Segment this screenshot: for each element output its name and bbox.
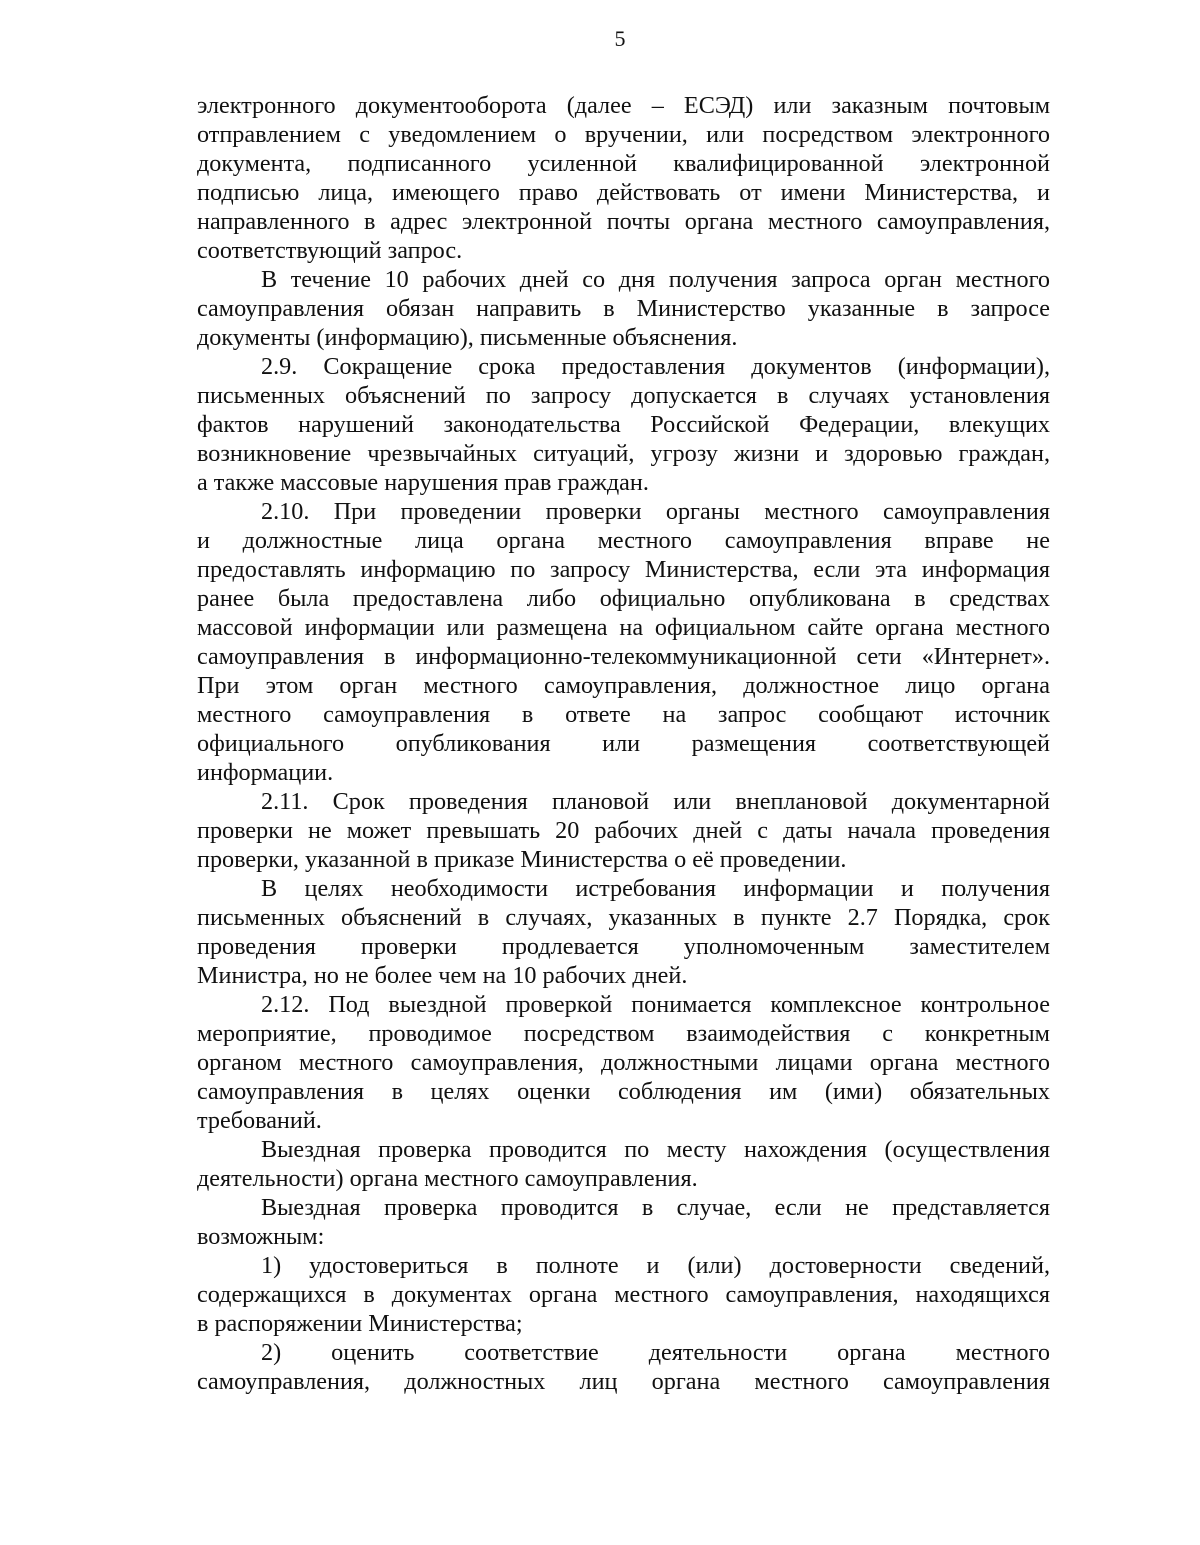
- text-line: самоуправления в информационно-телекоммуникационной сети «Интернет».: [197, 643, 1050, 670]
- paragraph: [197, 352, 1050, 497]
- text-line: документы (информацию), письменные объяснения.: [197, 324, 738, 351]
- text-line: 2.9. Сокращение срока предоставления документов (информации),: [261, 353, 1050, 380]
- paragraph: [197, 1251, 1050, 1338]
- text-line: деятельности) органа местного самоуправления.: [197, 1165, 698, 1192]
- paragraph: [197, 1193, 1050, 1251]
- text-line: ранее была предоставлена либо официально опубликована в средствах: [197, 585, 1050, 612]
- text-line: возникновение чрезвычайных ситуаций, угрозу жизни и здоровью граждан,: [197, 440, 1050, 467]
- text-line: При этом орган местного самоуправления, должностное лицо органа: [197, 672, 1050, 699]
- text-line: В течение 10 рабочих дней со дня получения запроса орган местного: [261, 266, 1050, 293]
- text-line: В целях необходимости истребования информации и получения: [261, 875, 1050, 902]
- text-line: информации.: [197, 759, 334, 786]
- text-line: проведения проверки продлевается уполномоченным заместителем: [197, 933, 1050, 960]
- text-line: письменных объяснений в случаях, указанных в пункте 2.7 Порядка, срок: [197, 904, 1050, 931]
- text-line: официального опубликования или размещения соответствующей: [197, 730, 1050, 757]
- paragraph: [197, 1135, 1050, 1193]
- text-line: проверки не может превышать 20 рабочих дней с даты начала проведения: [197, 817, 1050, 844]
- text-line: самоуправления, должностных лиц органа местного самоуправления: [197, 1368, 1050, 1395]
- paragraph: [197, 91, 1050, 265]
- text-line: 1) удостовериться в полноте и (или) достоверности сведений,: [261, 1252, 1050, 1279]
- text-line: 2.12. Под выездной проверкой понимается комплексное контрольное: [261, 991, 1050, 1018]
- text-line: отправлением с уведомлением о вручении, или посредством электронного: [197, 121, 1050, 148]
- text-line: Выездная проверка проводится по месту нахождения (осуществления: [261, 1136, 1050, 1163]
- text-line: а также массовые нарушения прав граждан.: [197, 469, 649, 496]
- text-line: требований.: [197, 1107, 322, 1134]
- text-line: массовой информации или размещена на официальном сайте органа местного: [197, 614, 1050, 641]
- text-line: мероприятие, проводимое посредством взаимодействия с конкретным: [197, 1020, 1050, 1047]
- paragraph: [197, 874, 1050, 990]
- paragraph: [197, 265, 1050, 352]
- text-line: проверки, указанной в приказе Министерства о её проведении.: [197, 846, 847, 873]
- text-line: подписью лица, имеющего право действовать от имени Министерства, и: [197, 179, 1050, 206]
- text-line: 2.10. При проведении проверки органы местного самоуправления: [261, 498, 1050, 525]
- paragraph: [197, 1338, 1050, 1396]
- text-line: фактов нарушений законодательства Российской Федерации, влекущих: [197, 411, 1050, 438]
- text-line: самоуправления обязан направить в Министерство указанные в запросе: [197, 295, 1050, 322]
- document-body: [197, 91, 1050, 1396]
- text-line: предоставлять информацию по запросу Министерства, если эта информация: [197, 556, 1050, 583]
- text-line: органом местного самоуправления, должностными лицами органа местного: [197, 1049, 1050, 1076]
- text-line: 2) оценить соответствие деятельности органа местного: [261, 1339, 1050, 1366]
- text-line: направленного в адрес электронной почты органа местного самоуправления,: [197, 208, 1050, 235]
- paragraph: [197, 990, 1050, 1135]
- text-line: и должностные лица органа местного самоуправления вправе не: [197, 527, 1050, 554]
- text-line: 2.11. Срок проведения плановой или внеплановой документарной: [261, 788, 1050, 815]
- text-line: Выездная проверка проводится в случае, если не представляется: [261, 1194, 1050, 1221]
- text-line: возможным:: [197, 1223, 325, 1250]
- text-line: самоуправления в целях оценки соблюдения им (ими) обязательных: [197, 1078, 1050, 1105]
- text-line: содержащихся в документах органа местного самоуправления, находящихся: [197, 1281, 1050, 1308]
- text-line: соответствующий запрос.: [197, 237, 463, 264]
- text-line: местного самоуправления в ответе на запрос сообщают источник: [197, 701, 1050, 728]
- text-line: документа, подписанного усиленной квалифицированной электронной: [197, 150, 1050, 177]
- text-line: Министра, но не более чем на 10 рабочих дней.: [197, 962, 688, 989]
- text-line: электронного документооборота (далее – ЕСЭД) или заказным почтовым: [197, 92, 1050, 119]
- text-line: в распоряжении Министерства;: [197, 1310, 523, 1337]
- paragraph: [197, 787, 1050, 874]
- paragraph: [197, 497, 1050, 787]
- text-line: письменных объяснений по запросу допускается в случаях установления: [197, 382, 1050, 409]
- page-number: 5: [614, 26, 626, 51]
